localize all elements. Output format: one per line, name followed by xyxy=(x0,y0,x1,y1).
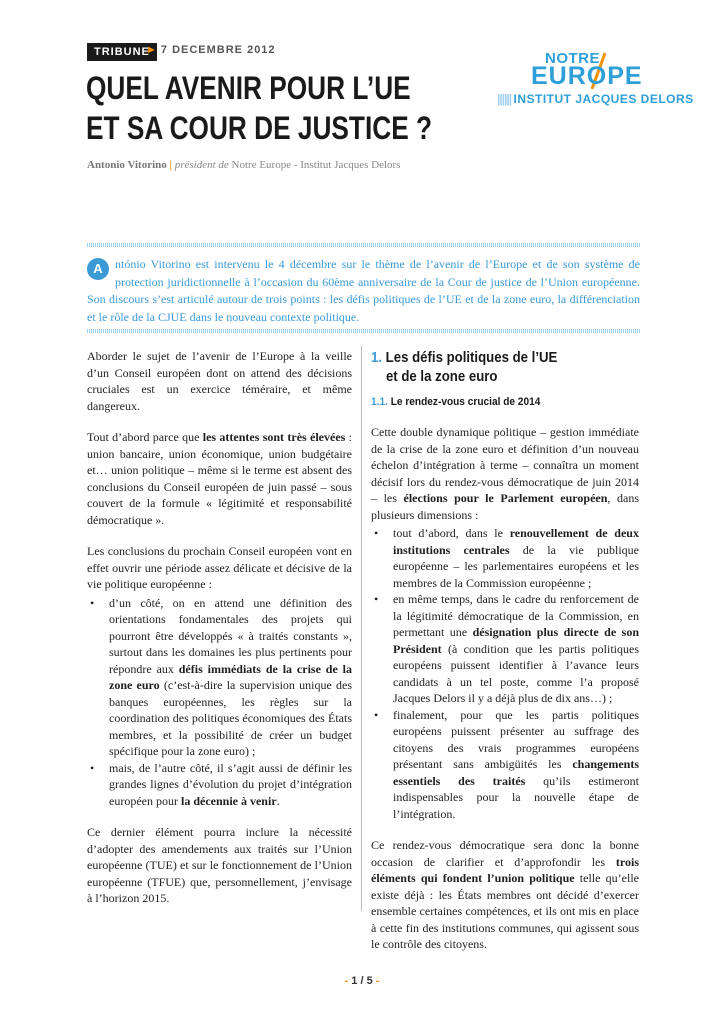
paragraph: Cette double dynamique politique – gestion immédiate de la crise de la zone euro et définition d’un nouveau échelon d’intégration à terme – connaîtra un moment décisif lors du rendez-vous démocratique de juin 2014 – les élections pour le Parlement européen, dans plusieurs dimensions : xyxy=(371,425,639,522)
right-column xyxy=(371,348,639,968)
title-line-1: QUEL AVENIR POUR L’UE xyxy=(86,70,411,106)
bullet-list xyxy=(371,525,639,822)
page-title xyxy=(86,68,439,148)
logo-line-2: EUROPE xyxy=(531,62,643,90)
list-item: • d’un côté, on en attend une définition des orientations fondamentales des projets qui pourront être développés « à traités constants », surtout dans les domaines les plus pertinents pour répondre aux défis immédiats de la crise de la zone euro (c’est-à-dire la supervision unique des banques européennes, les règles sur la coordination des politiques économiques des États membres, et la possibilité de créer un budget spécifique pour la zone euro) ; xyxy=(87,595,352,760)
dotted-divider-bottom xyxy=(87,329,640,333)
page-number: - 1 / 5 - xyxy=(344,975,380,987)
author-line xyxy=(87,159,400,171)
paragraph: Ce rendez-vous démocratique sera donc la bonne occasion de clarifier et d’approfondir les trois éléments qui fondent l’union politique telle qu’elle existe déjà : les États membres ont décidé d’exercer ensemble certaines compétences, et ils ont mis en place à cette fin des institutions communes, qui agissent sous le contrôle des citoyens. xyxy=(371,838,639,951)
logo-line-3 xyxy=(497,92,694,106)
logo-institut: INSTITUT xyxy=(513,92,572,106)
publication-date xyxy=(146,44,276,56)
dropcap-badge: A xyxy=(87,258,109,280)
arrow-icon: ► xyxy=(146,44,158,56)
intro-summary xyxy=(87,256,640,326)
left-column xyxy=(87,348,352,922)
author-org: Notre Europe - Institut Jacques Delors xyxy=(231,159,401,171)
title-line-2: ET SA COUR DE JUSTICE ? xyxy=(86,110,433,146)
author-role: président de xyxy=(174,159,229,171)
dotted-divider-top xyxy=(87,243,640,247)
column-divider xyxy=(361,346,362,911)
section-heading: 1. Les défis politiques de l’UE et de la zone euro xyxy=(371,349,558,385)
list-item: • mais, de l’autre côté, il s’agit aussi de définir les grandes lignes d’évolution du projet d’intégration européen pour la décennie à venir. xyxy=(87,760,352,810)
paragraph: Aborder le sujet de l’avenir de l’Europe à la veille d’un Conseil européen dont on attend des décisions cruciales est un exercice téméraire, et même dangereux. xyxy=(87,349,352,413)
paragraph: Les conclusions du prochain Conseil européen vont en effet ouvrir une période assez délicate et décisive de la vie politique européenne : xyxy=(87,544,352,591)
list-item: • tout d’abord, dans le renouvellement de deux institutions centrales de la vie publique européenne – les parlementaires européens et les membres de la Commission européenne ; xyxy=(371,525,639,591)
notre-europe-logo xyxy=(497,50,694,110)
author-separator: | xyxy=(169,159,172,171)
list-item: • en même temps, dans le cadre du renforcement de la légitimité démocratique de la Commission, en permettant une désignation plus directe de son Président (à condition que les partis politiques européens puissent identifier à l’avance leurs candidats à un tel poste, comme l’a proposé Jacques Delors il y a déjà plus de dix ans…) ; xyxy=(371,591,639,707)
bullet-list xyxy=(87,595,352,810)
paragraph: Ce dernier élément pourra inclure la nécessité d’adopter des amendements aux traités sur l’Union européenne (TUE) et sur le fonctionnement de l’Union européenne (TFUE) que, personnellement, j’envisage à l’horizon 2015. xyxy=(87,825,352,905)
logo-jacques-delors: JACQUES DELORS xyxy=(575,92,694,106)
logo-lines-decoration: |||||| xyxy=(497,92,514,106)
list-item: • finalement, pour que les partis politiques européens puissent présenter au suffrage des citoyens des vrais programmes européens présentant sans ambigüités les changements essentiels des traités qu’ils estimeront indispensables pour la nouvelle étape de l’intégration. xyxy=(371,707,639,823)
logo-line-1: NOTRE xyxy=(545,50,600,67)
section-tag: TRIBUNE xyxy=(87,43,157,61)
paragraph: Tout d’abord parce que les attentes sont très élevées : union bancaire, union économique, union budgétaire et… union politique – même si le terme est absent des conclusions du Conseil européen de juin passé – sous couvert de la formule « légitimité et responsabilité démocratique ». xyxy=(87,430,353,527)
intro-text: ntónio Vitorino est intervenu le 4 décembre sur le thème de l’avenir de l’Europe et de son système de protection juridictionnelle à l’occasion du 60ème anniversaire de la Cour de justice de l’Union européenne. Son discours s’est articulé autour de trois points : les défis politiques de l’UE et de la zone euro, la différenciation et le rôle de la CJUE dans le nouveau contexte politique. xyxy=(87,257,640,324)
subsection-heading: 1.1. Le rendez-vous crucial de 2014 xyxy=(371,396,541,408)
date-text: 7 DECEMBRE 2012 xyxy=(160,44,276,56)
author-name: Antonio Vitorino xyxy=(87,159,167,171)
